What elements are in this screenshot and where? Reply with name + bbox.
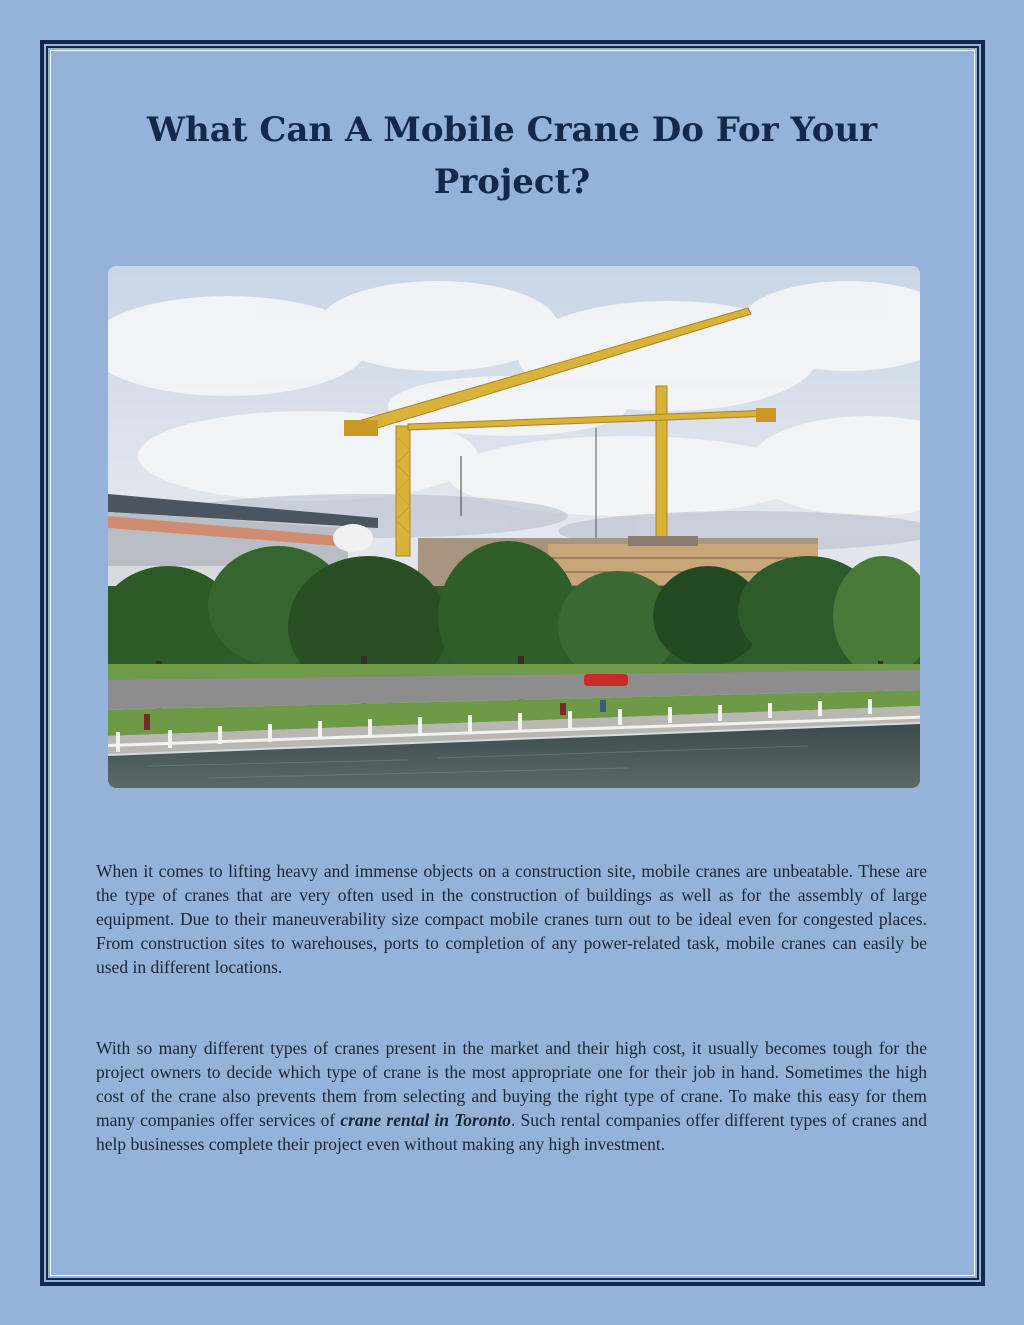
crane-photo-illustration bbox=[108, 266, 920, 788]
paragraph-rental bbox=[96, 1036, 927, 1156]
document-title: What Can A Mobile Crane Do For Your Project? bbox=[146, 110, 878, 202]
red-car bbox=[584, 674, 628, 686]
paragraph-rental-text-end: . Such rental companies offer different types of cranes and help businesses complete their project even without making any high investment. bbox=[96, 1110, 927, 1154]
paragraph-intro: When it comes to lifting heavy and immense objects on a construction site, mobile cranes are unbeatable. These are the type of cranes that are very often used in the construction of buildings as well as for the assembly of large equipment. Due to their maneuverability size compact mobile cranes turn out to be ideal even for congested places. From construction sites to warehouses, ports to completion of any power-related task, mobile cranes can easily be used in different locations. bbox=[96, 861, 927, 977]
crane-rental-toronto-link[interactable]: crane rental in Toronto bbox=[340, 1110, 511, 1130]
construction-crane-photo bbox=[108, 266, 920, 788]
paragraph-rental-text-start: With so many different types of cranes present in the market and their high cost, it usually becomes tough for the project owners to decide which type of crane is the most appropriate one for their job in hand. Sometimes the high cost of the crane also prevents them from selecting and buying the right type of crane. To make this easy for them many companies offer services of bbox=[96, 1038, 927, 1130]
